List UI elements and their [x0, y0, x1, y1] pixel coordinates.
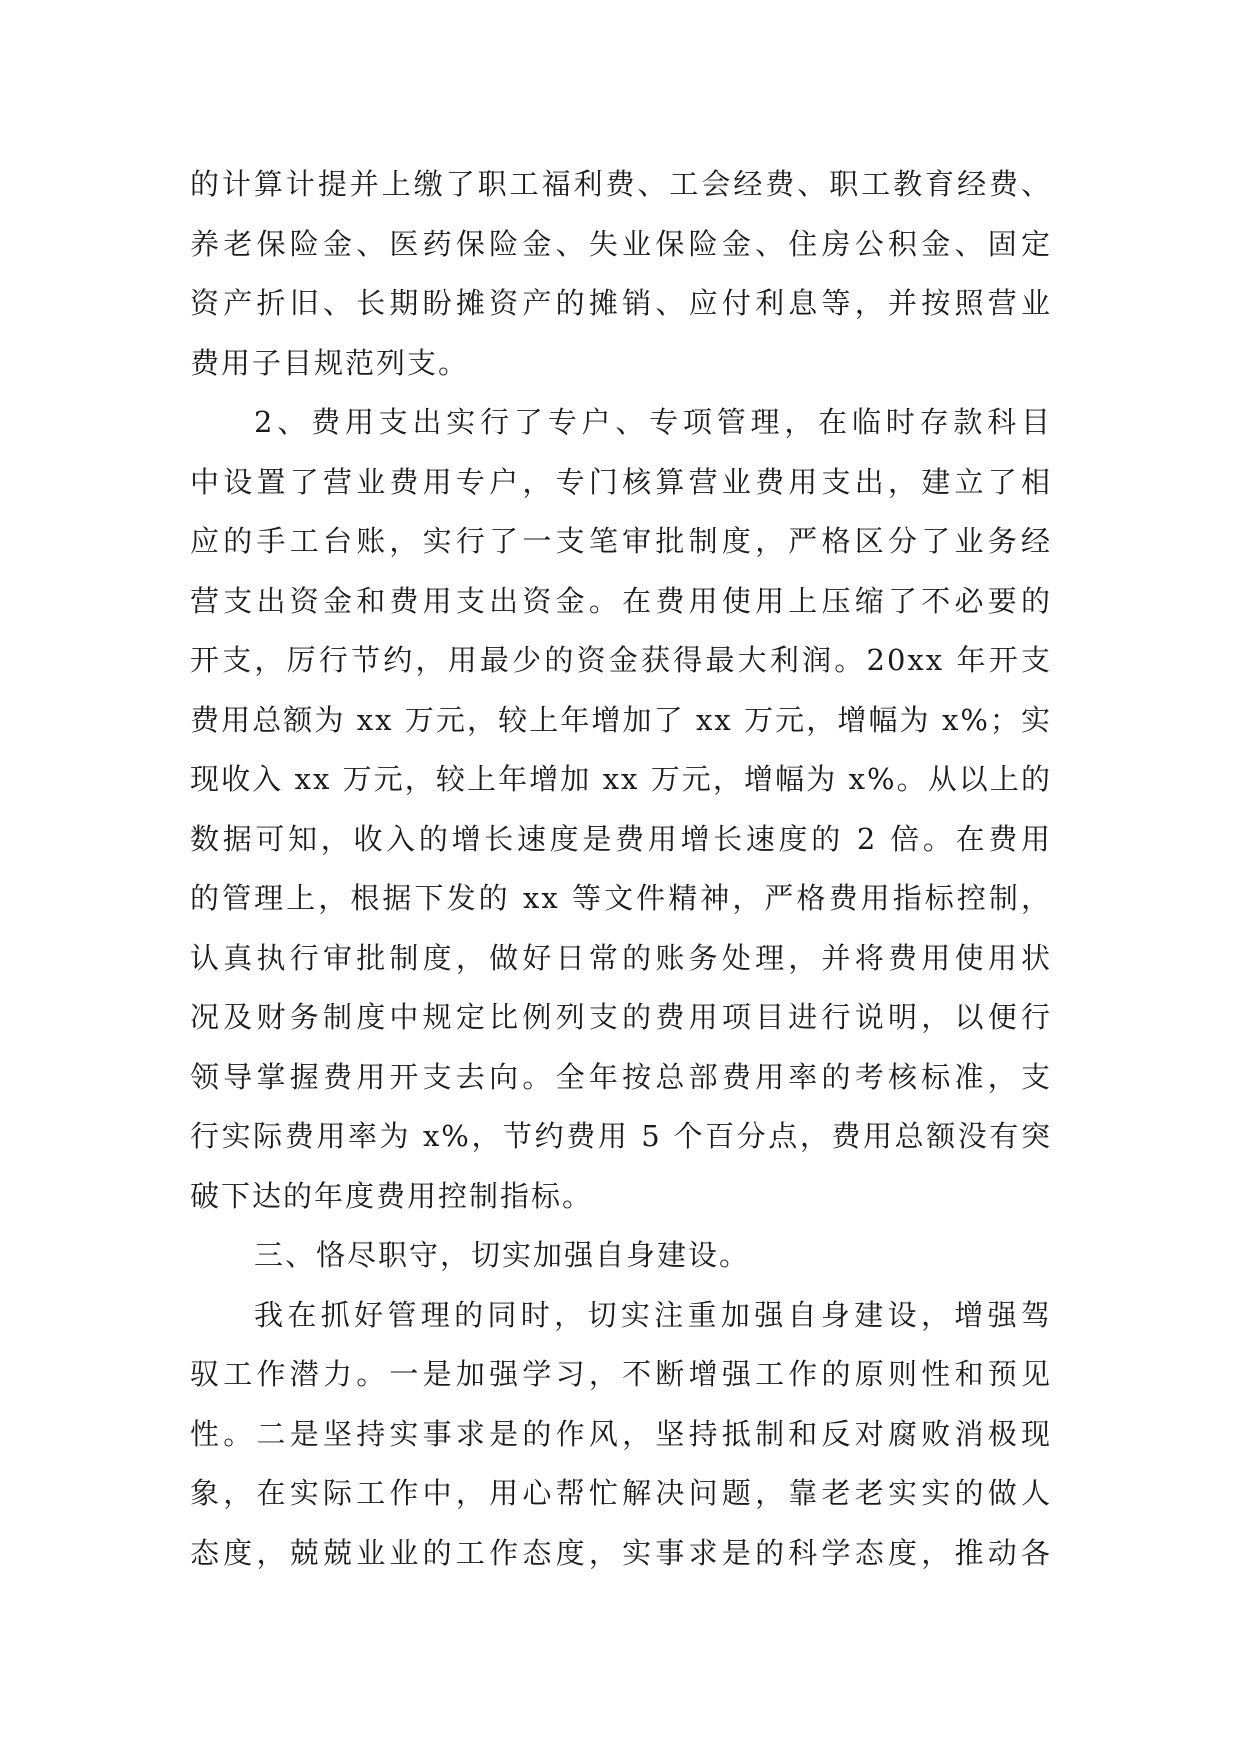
text-line: 资产折旧、长期盼摊资产的摊销、应付利息等，并按照营业 — [190, 286, 1052, 320]
text-line: 费用总额为 xx 万元，较上年增加了 xx 万元，增幅为 x%；实 — [190, 702, 1052, 737]
text-line: 数据可知，收入的增长速度是费用增长速度的 2 倍。在费用 — [190, 821, 1052, 856]
text-line: 养老保险金、医药保险金、失业保险金、住房公积金、固定 — [190, 226, 1052, 261]
text-line: 性。二是坚持实事求是的作风，坚持抵制和反对腐败消极现 — [190, 1416, 1052, 1451]
text-line: 2、费用支出实行了专户、专项管理，在临时存款科目 — [254, 405, 1052, 439]
text-line: 象，在实际工作中，用心帮忙解决问题，靠老老实实的做人 — [190, 1476, 1052, 1510]
text-line: 开支，厉行节约，用最少的资金获得最大利润。20xx 年开支 — [190, 643, 1052, 677]
text-line: 的管理上，根据下发的 xx 等文件精神，严格费用指标控制， — [190, 881, 1052, 915]
text-line: 的计算计提并上缴了职工福利费、工会经费、职工教育经费、 — [190, 167, 1052, 201]
text-line: 认真执行审批制度，做好日常的账务处理，并将费用使用状 — [190, 940, 1052, 975]
text-line: 行实际费用率为 x%，节约费用 5 个百分点，费用总额没有突 — [190, 1119, 1052, 1153]
document-body — [190, 155, 1052, 1583]
text-line: 中设置了营业费用专户，专门核算营业费用支出，建立了相 — [190, 464, 1052, 499]
text-line: 驭工作潜力。一是加强学习，不断增强工作的原则性和预见 — [190, 1357, 1052, 1391]
text-line: 应的手工台账，实行了一支笔审批制度，严格区分了业务经 — [190, 524, 1052, 558]
text-line: 费用子目规范列支。 — [190, 345, 470, 380]
text-line: 三、恪尽职守，切实加强自身建设。 — [254, 1238, 751, 1272]
text-line: 破下达的年度费用控制指标。 — [190, 1178, 594, 1213]
text-line: 况及财务制度中规定比例列支的费用项目进行说明，以便行 — [190, 1000, 1052, 1034]
text-line: 我在抓好管理的同时，切实注重加强自身建设，增强驾 — [254, 1297, 1052, 1332]
text-line: 态度，兢兢业业的工作态度，实事求是的科学态度，推动各 — [190, 1535, 1052, 1570]
text-line: 领导掌握费用开支去向。全年按总部费用率的考核标准，支 — [190, 1059, 1052, 1094]
text-line: 现收入 xx 万元，较上年增加 xx 万元，增幅为 x%。从以上的 — [190, 762, 1052, 796]
text-line: 营支出资金和费用支出资金。在费用使用上压缩了不必要的 — [190, 583, 1052, 618]
